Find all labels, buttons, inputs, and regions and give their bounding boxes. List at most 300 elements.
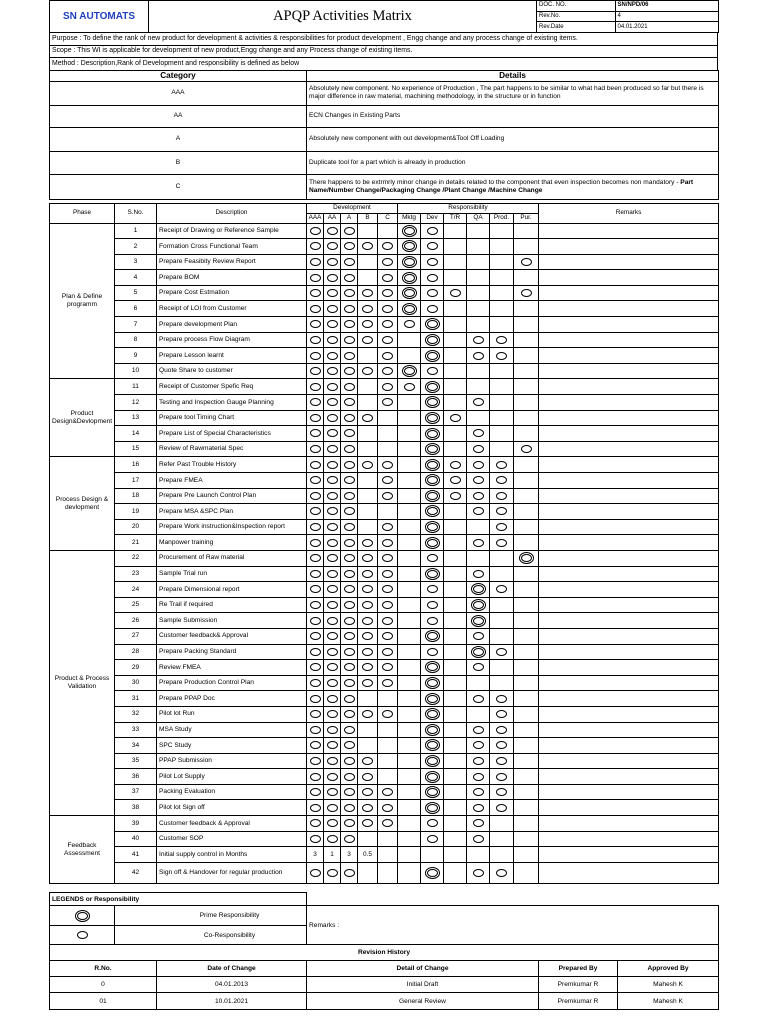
sno-cell: 17	[115, 473, 157, 489]
matrix-row	[50, 379, 719, 395]
co-responsibility-mark	[327, 757, 338, 765]
remarks-cell	[539, 613, 719, 629]
revision-header-date: Date of Change	[157, 961, 307, 977]
co-responsibility-mark	[496, 757, 507, 765]
responsibility-cell-mktg	[398, 628, 421, 644]
responsibility-cell-aaa	[307, 550, 324, 566]
column-header-c: C	[378, 213, 398, 223]
responsibility-cell-prod	[490, 816, 514, 832]
responsibility-cell-b	[358, 784, 378, 800]
responsibility-cell-c	[378, 504, 398, 520]
responsibility-cell-c	[378, 753, 398, 769]
responsibility-cell-aaa	[307, 644, 324, 660]
remarks-cell	[539, 582, 719, 598]
phase-cell: Feedback Assessment	[50, 816, 115, 884]
responsibility-cell-c	[378, 395, 398, 411]
responsibility-cell-c	[378, 660, 398, 676]
responsibility-cell-mktg	[398, 675, 421, 691]
co-responsibility-mark	[427, 617, 438, 625]
sno-cell: 18	[115, 488, 157, 504]
responsibility-cell-c	[378, 769, 398, 785]
responsibility-cell-tr	[444, 457, 467, 473]
co-responsibility-mark	[344, 258, 355, 266]
responsibility-cell-b	[358, 550, 378, 566]
responsibility-cell-c	[378, 270, 398, 286]
responsibility-cell-b	[358, 348, 378, 364]
co-responsibility-mark	[327, 710, 338, 718]
revision-rno: 0	[50, 977, 157, 993]
responsibility-cell-tr	[444, 519, 467, 535]
co-responsibility-mark	[344, 398, 355, 406]
responsibility-cell-qa	[467, 769, 490, 785]
responsibility-cell-c	[378, 239, 398, 255]
responsibility-cell-a	[341, 239, 358, 255]
responsibility-cell-dev	[421, 395, 444, 411]
responsibility-cell-pur	[514, 519, 539, 535]
responsibility-cell-mktg	[398, 223, 421, 239]
responsibility-cell-aaa	[307, 816, 324, 832]
co-responsibility-mark	[362, 367, 373, 375]
responsibility-cell-dev	[421, 410, 444, 426]
responsibility-cell-qa	[467, 348, 490, 364]
responsibility-cell-c	[378, 488, 398, 504]
co-responsibility-mark	[344, 352, 355, 360]
co-responsibility-mark	[310, 726, 321, 734]
co-responsibility-mark	[473, 632, 484, 640]
co-responsibility-mark	[327, 227, 338, 235]
category-details-bold: Part Name/Number Change/Packaging Change /Plant Change /Machine Change	[309, 178, 694, 194]
responsibility-cell-pur	[514, 395, 539, 411]
responsibility-cell-aaa	[307, 332, 324, 348]
apqp-sheet	[49, 0, 718, 1010]
matrix-row	[50, 332, 719, 348]
responsibility-cell-a	[341, 535, 358, 551]
co-responsibility-mark	[427, 585, 438, 593]
responsibility-cell-pur	[514, 691, 539, 707]
responsibility-cell-b	[358, 410, 378, 426]
co-responsibility-mark	[382, 710, 393, 718]
co-responsibility-mark	[362, 679, 373, 687]
co-responsibility-mark	[327, 835, 338, 843]
responsibility-cell-mktg	[398, 597, 421, 613]
co-responsibility-mark	[473, 663, 484, 671]
co-responsibility-mark	[344, 227, 355, 235]
responsibility-cell-b	[358, 504, 378, 520]
description-cell: Prepare Lesson learnt	[157, 348, 307, 364]
co-responsibility-mark	[362, 320, 373, 328]
matrix-row	[50, 457, 719, 473]
responsibility-cell-aa	[324, 535, 341, 551]
matrix-row	[50, 691, 719, 707]
co-responsibility-mark	[382, 663, 393, 671]
responsibility-cell-aaa	[307, 519, 324, 535]
responsibility-cell-c	[378, 816, 398, 832]
remarks-cell	[539, 769, 719, 785]
matrix-row	[50, 566, 719, 582]
sno-cell: 23	[115, 566, 157, 582]
legend-prime-label: Prime Responsibility	[115, 906, 307, 926]
responsibility-cell-a	[341, 582, 358, 598]
co-responsibility-mark	[404, 383, 415, 391]
matrix-row	[50, 363, 719, 379]
responsibility-cell-c	[378, 675, 398, 691]
responsibility-cell-qa	[467, 239, 490, 255]
responsibility-cell-pur	[514, 831, 539, 847]
category-details: Duplicate tool for a part which is already in production	[307, 151, 719, 174]
responsibility-cell-dev	[421, 223, 444, 239]
description-cell: Prepare MSA &SPC Plan	[157, 504, 307, 520]
co-responsibility-mark	[382, 804, 393, 812]
responsibility-cell-mktg	[398, 753, 421, 769]
responsibility-cell-aa: 1	[324, 847, 341, 863]
co-responsibility-mark	[427, 305, 438, 313]
co-responsibility-icon	[77, 931, 88, 939]
co-responsibility-mark	[327, 336, 338, 344]
responsibility-cell-aa	[324, 223, 341, 239]
responsibility-cell-b	[358, 597, 378, 613]
remarks-cell	[539, 628, 719, 644]
remarks-header: Remarks	[539, 203, 719, 223]
remarks-cell	[539, 410, 719, 426]
responsibility-cell-dev	[421, 582, 444, 598]
co-responsibility-mark	[327, 695, 338, 703]
responsibility-cell-c	[378, 441, 398, 457]
responsibility-cell-b	[358, 753, 378, 769]
co-responsibility-mark	[327, 461, 338, 469]
responsibility-cell-aa	[324, 722, 341, 738]
co-responsibility-mark	[473, 476, 484, 484]
responsibility-cell-pur	[514, 753, 539, 769]
revision-header-detail: Detail of Change	[307, 961, 539, 977]
responsibility-cell-a	[341, 519, 358, 535]
responsibility-cell-qa	[467, 379, 490, 395]
co-responsibility-mark	[344, 274, 355, 282]
responsibility-cell-a	[341, 254, 358, 270]
matrix-body	[50, 223, 719, 884]
responsibility-cell-pur	[514, 301, 539, 317]
responsibility-cell-tr	[444, 254, 467, 270]
responsibility-cell-tr	[444, 597, 467, 613]
responsibility-cell-dev	[421, 504, 444, 520]
description-cell: Re Trail if required	[157, 597, 307, 613]
sno-cell: 31	[115, 691, 157, 707]
responsibility-cell-c	[378, 410, 398, 426]
description-cell: Pilot Lot Supply	[157, 769, 307, 785]
responsibility-cell-mktg	[398, 847, 421, 863]
responsibility-cell-prod	[490, 317, 514, 333]
matrix-row	[50, 441, 719, 457]
responsibility-cell-c	[378, 317, 398, 333]
co-responsibility-mark	[310, 679, 321, 687]
responsibility-cell-aaa	[307, 410, 324, 426]
matrix-row	[50, 488, 719, 504]
responsibility-cell-pur	[514, 675, 539, 691]
prime-responsibility-mark	[425, 771, 440, 783]
responsibility-cell-pur	[514, 270, 539, 286]
responsibility-cell-prod	[490, 566, 514, 582]
sno-cell: 14	[115, 426, 157, 442]
co-responsibility-mark	[362, 648, 373, 656]
responsibility-cell-b	[358, 691, 378, 707]
co-responsibility-mark	[327, 741, 338, 749]
description-cell: Prepare Production Control Plan	[157, 675, 307, 691]
co-responsibility-mark	[327, 632, 338, 640]
revision-approved-by: Mahesh K	[618, 993, 719, 1010]
responsibility-cell-pur	[514, 426, 539, 442]
remarks-cell	[539, 457, 719, 473]
responsibility-cell-tr	[444, 410, 467, 426]
responsibility-cell-c	[378, 457, 398, 473]
responsibility-cell-aa	[324, 395, 341, 411]
responsibility-cell-a	[341, 831, 358, 847]
responsibility-cell-qa	[467, 660, 490, 676]
responsibility-cell-pur	[514, 550, 539, 566]
responsibility-cell-mktg	[398, 395, 421, 411]
responsibility-cell-aa	[324, 301, 341, 317]
co-responsibility-mark	[496, 695, 507, 703]
responsibility-cell-a	[341, 660, 358, 676]
co-responsibility-mark	[310, 804, 321, 812]
legend-co-label: Co-Responsibility	[115, 926, 307, 945]
responsibility-cell-aa	[324, 753, 341, 769]
responsibility-cell-c	[378, 473, 398, 489]
responsibility-cell-tr	[444, 395, 467, 411]
responsibility-cell-prod	[490, 738, 514, 754]
revision-header-approved: Approved By	[618, 961, 719, 977]
sno-cell: 32	[115, 706, 157, 722]
responsibility-cell-b	[358, 706, 378, 722]
responsibility-cell-dev	[421, 738, 444, 754]
responsibility-cell-mktg	[398, 613, 421, 629]
co-responsibility-mark	[344, 461, 355, 469]
matrix-row	[50, 862, 719, 884]
prime-responsibility-mark	[425, 396, 440, 408]
description-cell: Quote Share to customer	[157, 363, 307, 379]
responsibility-cell-pur	[514, 644, 539, 660]
co-responsibility-mark	[496, 869, 507, 877]
co-responsibility-mark	[382, 274, 393, 282]
responsibility-cell-b	[358, 816, 378, 832]
remarks-cell	[539, 753, 719, 769]
responsibility-cell-tr	[444, 566, 467, 582]
doc-no-value: SN/NPD/06	[615, 1, 718, 11]
matrix-row	[50, 285, 719, 301]
co-responsibility-mark	[427, 258, 438, 266]
responsibility-cell-prod	[490, 753, 514, 769]
category-details: ECN Changes in Existing Parts	[307, 105, 719, 127]
responsibility-cell-mktg	[398, 285, 421, 301]
co-responsibility-mark	[310, 507, 321, 515]
prime-responsibility-mark	[471, 599, 486, 611]
responsibility-cell-mktg	[398, 519, 421, 535]
responsibility-cell-prod	[490, 660, 514, 676]
co-responsibility-mark	[310, 695, 321, 703]
responsibility-cell-a	[341, 223, 358, 239]
responsibility-cell-aa	[324, 332, 341, 348]
document-header	[49, 0, 719, 33]
responsibility-cell-prod	[490, 769, 514, 785]
co-responsibility-mark	[310, 741, 321, 749]
responsibility-cell-c	[378, 566, 398, 582]
responsibility-cell-c	[378, 582, 398, 598]
co-responsibility-mark	[473, 445, 484, 453]
responsibility-cell-a	[341, 816, 358, 832]
matrix-row	[50, 816, 719, 832]
prime-responsibility-mark	[425, 724, 440, 736]
sno-cell: 6	[115, 301, 157, 317]
responsibility-cell-dev	[421, 831, 444, 847]
responsibility-cell-b	[358, 644, 378, 660]
responsibility-cell-mktg	[398, 784, 421, 800]
responsibility-cell-b	[358, 363, 378, 379]
responsibility-cell-aa	[324, 582, 341, 598]
description-cell: Initial supply control in Months	[157, 847, 307, 863]
document-info-box	[537, 1, 719, 33]
category-code: B	[50, 151, 307, 174]
description-cell: Prepare Feasibity Review Report	[157, 254, 307, 270]
responsibility-cell-aaa	[307, 254, 324, 270]
responsibility-cell-dev	[421, 332, 444, 348]
responsibility-cell-aaa	[307, 706, 324, 722]
co-responsibility-mark	[473, 461, 484, 469]
prime-responsibility-mark	[425, 443, 440, 455]
matrix-row	[50, 675, 719, 691]
responsibility-cell-mktg	[398, 473, 421, 489]
co-responsibility-mark	[344, 648, 355, 656]
responsibility-cell-a	[341, 769, 358, 785]
responsibility-cell-mktg	[398, 332, 421, 348]
co-responsibility-mark	[310, 617, 321, 625]
responsibility-cell-b	[358, 738, 378, 754]
description-cell: Sign off & Handover for regular production	[157, 862, 307, 884]
responsibility-cell-c	[378, 691, 398, 707]
sno-cell: 24	[115, 582, 157, 598]
responsibility-cell-pur	[514, 862, 539, 884]
remarks-cell	[539, 550, 719, 566]
description-cell: Prepare process Flow Diagram	[157, 332, 307, 348]
co-responsibility-mark	[362, 585, 373, 593]
prime-responsibility-mark	[425, 802, 440, 814]
responsibility-cell-tr	[444, 753, 467, 769]
co-responsibility-mark	[382, 492, 393, 500]
responsibility-cell-tr	[444, 582, 467, 598]
co-responsibility-mark	[327, 585, 338, 593]
responsibility-cell-aa	[324, 675, 341, 691]
category-table	[49, 70, 719, 200]
responsibility-cell-tr	[444, 473, 467, 489]
responsibility-cell-prod	[490, 254, 514, 270]
responsibility-cell-aaa	[307, 457, 324, 473]
responsibility-cell-tr	[444, 644, 467, 660]
responsibility-cell-aa	[324, 769, 341, 785]
responsibility-cell-qa	[467, 488, 490, 504]
remarks-cell	[539, 675, 719, 691]
phase-cell: Product & Process Validation	[50, 550, 115, 815]
responsibility-cell-pur	[514, 379, 539, 395]
responsibility-cell-qa	[467, 441, 490, 457]
co-responsibility-mark	[344, 869, 355, 877]
responsibility-cell-dev	[421, 363, 444, 379]
responsibility-cell-aaa	[307, 535, 324, 551]
responsibility-cell-mktg	[398, 254, 421, 270]
responsibility-cell-prod	[490, 644, 514, 660]
responsibility-cell-qa	[467, 270, 490, 286]
description-cell: Receipt of LOI from Customer	[157, 301, 307, 317]
responsibility-cell-pur	[514, 488, 539, 504]
remarks-cell	[539, 784, 719, 800]
responsibility-cell-c	[378, 831, 398, 847]
co-responsibility-mark	[310, 476, 321, 484]
responsibility-cell-prod	[490, 722, 514, 738]
responsibility-cell-dev	[421, 691, 444, 707]
remarks-cell	[539, 847, 719, 863]
responsibility-cell-tr	[444, 831, 467, 847]
responsibility-cell-b	[358, 457, 378, 473]
remarks-cell	[539, 597, 719, 613]
responsibility-cell-pur	[514, 769, 539, 785]
co-responsibility-mark	[473, 336, 484, 344]
matrix-row	[50, 644, 719, 660]
responsibility-cell-aaa	[307, 675, 324, 691]
category-details: Absolutely new component with out development&Tool Off Loading	[307, 127, 719, 151]
prime-responsibility-mark	[425, 693, 440, 705]
responsibility-cell-c	[378, 597, 398, 613]
responsibility-cell-b	[358, 223, 378, 239]
remarks-cell	[539, 691, 719, 707]
responsibility-cell-b	[358, 488, 378, 504]
co-responsibility-mark	[327, 492, 338, 500]
description-cell: PPAP Submission	[157, 753, 307, 769]
column-header-qa: QA	[467, 213, 490, 223]
column-header-pur: Pur.	[514, 213, 539, 223]
responsibility-cell-dev	[421, 769, 444, 785]
responsibility-cell-b	[358, 722, 378, 738]
responsibility-cell-tr	[444, 628, 467, 644]
responsibility-cell-mktg	[398, 488, 421, 504]
responsibility-cell-prod	[490, 675, 514, 691]
responsibility-cell-dev	[421, 660, 444, 676]
responsibility-cell-c	[378, 254, 398, 270]
responsibility-cell-dev	[421, 675, 444, 691]
responsibility-cell-pur	[514, 317, 539, 333]
co-responsibility-mark	[382, 461, 393, 469]
co-responsibility-mark	[344, 601, 355, 609]
co-responsibility-mark	[344, 523, 355, 531]
co-responsibility-mark	[473, 539, 484, 547]
co-responsibility-mark	[327, 507, 338, 515]
responsibility-cell-pur	[514, 504, 539, 520]
responsibility-cell-aaa	[307, 270, 324, 286]
column-header-mktg: Mktg	[398, 213, 421, 223]
column-header-aaa: AAA	[307, 213, 324, 223]
prime-responsibility-mark	[425, 459, 440, 471]
responsibility-cell-c	[378, 706, 398, 722]
matrix-row	[50, 519, 719, 535]
prime-responsibility-mark	[425, 661, 440, 673]
responsibility-cell-dev	[421, 800, 444, 816]
responsibility-cell-tr	[444, 270, 467, 286]
company-logo: SN AUTOMATS	[50, 1, 149, 33]
co-responsibility-mark	[310, 320, 321, 328]
purpose-text: Purpose : To define the rank of new product for development & activities & responsibilities for product development , Engg change and any process change of existing items.	[50, 33, 718, 46]
co-responsibility-mark	[344, 695, 355, 703]
co-responsibility-mark	[310, 819, 321, 827]
remarks-cell	[539, 441, 719, 457]
responsibility-cell-aa	[324, 270, 341, 286]
remarks-cell	[539, 862, 719, 884]
responsibility-cell-tr	[444, 426, 467, 442]
responsibility-cell-pur	[514, 239, 539, 255]
